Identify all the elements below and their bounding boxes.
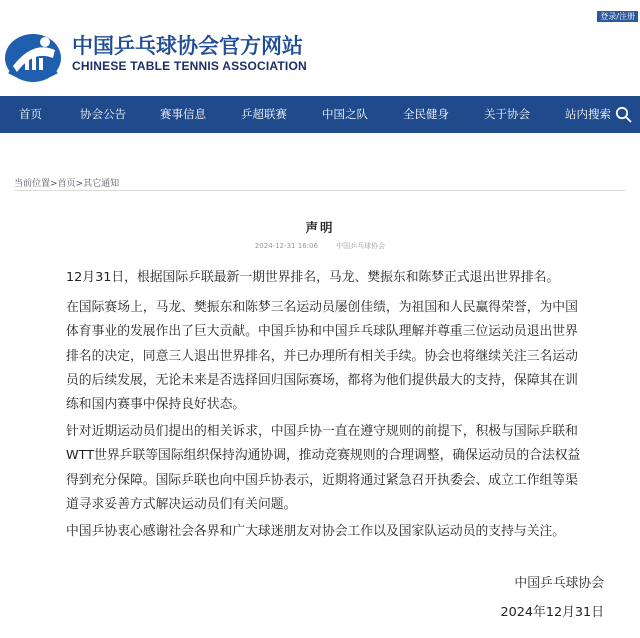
article-paragraph: 中国乒协衷心感谢社会各界和广大球迷朋友对协会工作以及国家队运动员的支持与关注。 — [66, 524, 566, 540]
nav-item-home[interactable]: 首页 — [19, 107, 42, 121]
breadcrumb-divider — [14, 190, 626, 191]
login-register-link[interactable]: 登录/注册 — [597, 11, 638, 22]
breadcrumb-current-link[interactable]: 其它通知 — [83, 179, 120, 189]
nav-item-about[interactable]: 关于协会 — [484, 107, 530, 121]
signature-date: 2024年12月31日 — [500, 605, 604, 620]
article-title: 声明 — [305, 220, 335, 235]
article-paragraph: 在国际赛场上，马龙、樊振东和陈梦三名运动员屡创佳绩，为祖国和人民赢得荣誉，为中国体育事业的发展作出了巨大贡献。中国乒协和中国乒乓球队理解并尊重三位运动员退出世界排名的决定，同意三人退出世界排名，并已办理所有相关手续。协会也将继续关注三名运动员的后续发展，无论未来是否选择回归国际赛场，都将为他们提供最大的支持，保障其在训练和国内赛事中保持良好状态。 — [66, 300, 578, 413]
nav-item-announcements[interactable]: 协会公告 — [80, 107, 126, 121]
article-paragraph: 针对近期运动员们提出的相关诉求，中国乒协一直在遵守规则的前提下，积极与国际乒联和WTT世界乒联等国际组织保持沟通协调，推动竞赛规则的合理调整，确保运动员的合法权益得到充分保障。国际乒联也向中国乒协表示，近期将通过紧急召开执委会、成立工作组等渠道寻求妥善方式解决运动员们有关问题。 — [66, 424, 581, 512]
breadcrumb: 当前位置>首页>其它通知 — [14, 179, 120, 189]
nav-item-fitness[interactable]: 全民健身 — [403, 107, 449, 121]
nav-item-events[interactable]: 赛事信息 — [160, 107, 206, 121]
cttta-logo-icon[interactable] — [3, 28, 63, 84]
nav-item-site-search[interactable]: 站内搜索 — [565, 107, 611, 121]
nav-item-super-league[interactable]: 乒超联赛 — [241, 107, 287, 121]
article-meta — [0, 241, 640, 251]
nav-item-national-team[interactable]: 中国之队 — [322, 107, 368, 121]
main-nav — [0, 96, 640, 133]
article-paragraph: 12月31日，根据国际乒联最新一期世界排名，马龙、樊振东和陈梦正式退出世界排名。 — [66, 270, 560, 285]
article-body — [66, 266, 588, 547]
site-header — [0, 0, 640, 96]
signature-org: 中国乒乓球协会 — [514, 576, 604, 591]
breadcrumb-home-link[interactable]: 首页 — [57, 179, 76, 189]
breadcrumb-prefix: 当前位置 — [14, 179, 51, 189]
site-subtitle: CHINESE TABLE TENNIS ASSOCIATION — [72, 59, 307, 73]
site-title[interactable]: 中国乒乓球协会官方网站 — [72, 34, 303, 58]
search-icon[interactable] — [615, 106, 632, 123]
article-date: 2024-12-31 16:06 — [254, 242, 318, 250]
article-source: 中国乒乓球协会 — [336, 242, 386, 250]
